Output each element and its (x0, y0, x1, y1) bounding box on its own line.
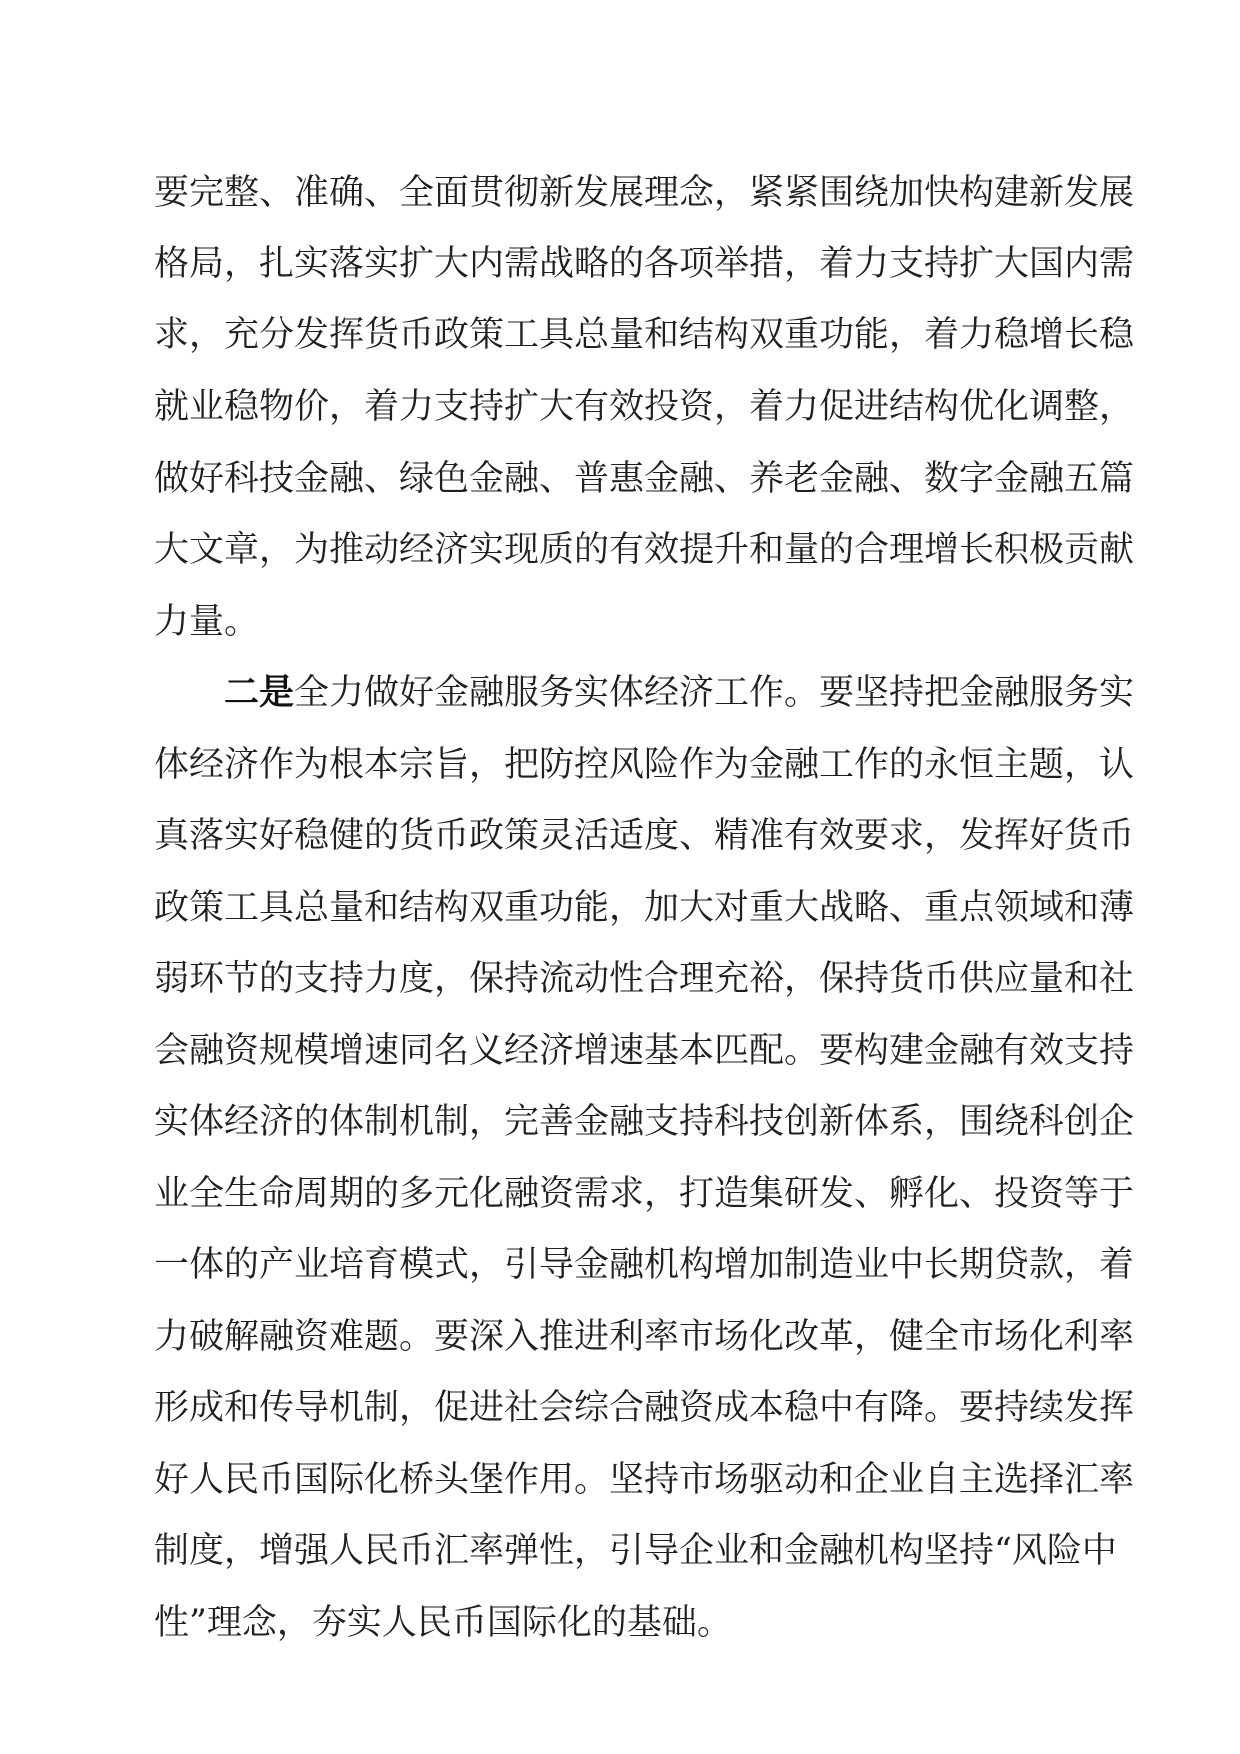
text-line: 体经济作为根本宗旨，把防控风险作为金融工作的永恒主题，认 (154, 745, 1135, 785)
text-line: 一体的产业培育模式，引导金融机构增加制造业中长期贷款，着 (154, 1245, 1135, 1285)
text-line: 业全生命周期的多元化融资需求，打造集研发、孵化、投资等于 (154, 1174, 1135, 1214)
text-line: 会融资规模增速同名义经济增速基本匹配。要构建金融有效支持 (154, 1031, 1135, 1071)
text-line: 形成和传导机制，促进社会综合融资成本稳中有降。要持续发挥 (154, 1388, 1135, 1428)
text-line: 做好科技金融、绿色金融、普惠金融、养老金融、数字金融五篇 (154, 459, 1135, 499)
text-line: 力量。 (154, 602, 260, 642)
paragraph-first-line (224, 665, 1135, 721)
text-line: 要完整、准确、全面贯彻新发展理念，紧紧围绕加快构建新发展 (154, 173, 1135, 213)
text-line: 实体经济的体制机制，完善金融支持科技创新体系，围绕科创企 (154, 1102, 1135, 1142)
text-line: 就业稳物价，着力支持扩大有效投资，着力促进结构优化调整， (154, 387, 1135, 427)
text-line: 格局，扎实落实扩大内需战略的各项举措，着力支持扩大国内需 (154, 244, 1135, 284)
text-line: 真落实好稳健的货币政策灵活适度、精准有效要求，发挥好货币 (154, 816, 1135, 856)
text-line: 弱环节的支持力度，保持流动性合理充裕，保持货币供应量和社 (154, 959, 1135, 999)
text-line: 制度，增强人民币汇率弹性，引导企业和金融机构坚持“风险中 (154, 1531, 1117, 1571)
text-line: 全力做好金融服务实体经济工作。要坚持把金融服务实 (294, 673, 1135, 713)
text-line: 政策工具总量和结构双重功能，加大对重大战略、重点领域和薄 (154, 888, 1135, 928)
text-line: 大文章，为推动经济实现质的有效提升和量的合理增长积极贡献 (154, 530, 1135, 570)
paragraph-lead-bold: 二是 (224, 672, 295, 713)
text-line: 力破解融资难题。要深入推进利率市场化改革，健全市场化利率 (154, 1317, 1135, 1357)
text-line: 好人民币国际化桥头堡作用。坚持市场驱动和企业自主选择汇率 (154, 1460, 1135, 1500)
text-line: 求，充分发挥货币政策工具总量和结构双重功能，着力稳增长稳 (154, 315, 1135, 355)
text-line: 性”理念，夯实人民币国际化的基础。 (154, 1603, 732, 1643)
